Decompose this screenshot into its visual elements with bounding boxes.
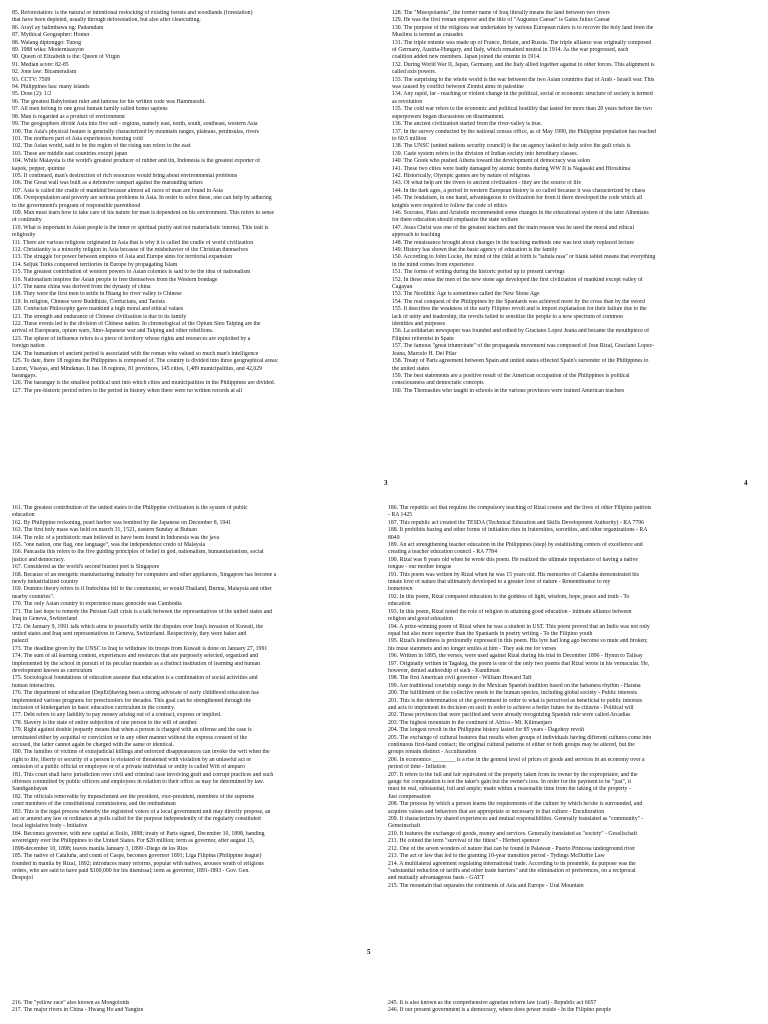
text-line: justice and democracy. [12,556,65,563]
text-line: 151. The forms of writing during the historic period up to present carvings [392,269,565,276]
text-line: sovereignty over the Philippines to the United States. For $20 million; term as governor, after august 13, [12,838,255,845]
text-line: 199. Are traditional courtship songs in the Mexican Spanish tradition based on the habanera rhythm - Harana [388,682,641,689]
text-line: Luzon, Visayas, and Mindanao. It has 18 regions, 81 provinces, 145 cities, 1,489 municipalities, and 42,029 [12,365,263,372]
text-line: 171. The last hope to remedy the Persian Gulf crisis is a talk between the representatives of the united states and [12,608,273,615]
text-line: 110. What is important to Asian people is the inner or spiritual purity and not materialistic interest. This trait is [12,224,269,231]
text-line: approach to teaching [392,232,441,239]
text-line: Jeana, Marcelo H. Del Pilar [392,350,457,357]
text-line: 189. An act strengthening teacher education in the Philippines (step) by establishing centers of excellence and [388,542,643,549]
text-line: 162. By Philippine reckoning, pearl harbor was bombed by the Japanese on December 8, 1941 [12,519,232,526]
text-line: 134. Any rapid, far - reaching or violent change in the political, social or economic structure of society is termed [392,91,653,98]
text-line: Gemeinschaft [388,823,421,830]
text-line: knights were required to follow the code of ethics [392,202,508,209]
text-line: as revolution [392,98,423,105]
text-line: 177. Debt refers to any liability to pay money arising out of a contract, express or implied. [12,712,222,719]
text-line: 192. In this poem, Rizal compared education to the goddess of light, wisdom, hope, peace and truth - To [388,593,630,600]
text-line: 188. It prohibits hazing and other forms of initiation rites in fraternities, sororities, and other organizations - RA [388,527,648,534]
text-line: 117. The name china was derived from the dynasty of china [12,284,151,291]
text-line: 179. Right against double jeopardy means that when a person is charged with an offense and the case is [12,727,252,734]
text-line: Filipino reformist in Spain [392,335,454,342]
text-line: innate love of nature that ultimately developed to a greater love of nature - Remembrance to my [388,579,611,586]
text-line: right to life, liberty or security of a person is violated or threatened with violation by an unlawful act or [12,756,252,763]
text-line: 120. Confucian Philosophy gave mankind a high moral and ethical values [12,306,184,313]
text-line: superpowers began discussions on disarmament. [392,113,505,120]
page-footer-snippet [0,998,768,1024]
text-line: 118. They were the first men to settle in Huang ho river valley is Chinese [12,291,182,298]
text-line: 104. While Malaysia is the world's greatest producer of rubber and tin, Indonesia is the greatest exporter of [12,158,261,165]
text-line: implemented by the school in pursuit of its peculiar mandate as a distinct institution of learning and human [12,660,261,667]
text-line: local legislative body - Initiative [12,823,88,830]
text-line: 90. Queen of Elizabeth is the: Queen of Virgin [12,54,120,61]
text-line: 157. The famous "great triumvirate" of the propaganda movement was composed of Jose Rizal, Graciano Lopez- [392,343,655,350]
text-line: 89. 1988 wika: Modernisasyon [12,47,84,54]
text-line: 109. Man must learn how to take care of his nature for man is dependent on his environment. This refers to sense [12,209,275,216]
text-line: lack of unity and leadership, the revolts failed to sensitize the people to a new spectrum of common [392,313,623,320]
text-line: must be real, substantial, full and ample; made within a reasonable time from the taking of the property - [388,786,631,793]
text-line: 130. The purpose of the religious war undertaken by various European rulers is to recover the holy land from the [392,24,654,31]
text-line: identities and purposes [392,321,446,328]
text-line: 204. The longest revolt in the Philippine history lasted for 85 years - Dagohoy revolt [388,727,585,734]
text-line: 121. The strength and endurance of Chinese civilization is due to its family [12,313,187,320]
text-line: palazzi [12,638,29,645]
text-line: called axis powers. [392,69,437,76]
text-line: 114. Seljuk Turks conquered territories in Europe by propagating Islam [12,261,178,268]
text-line: 196. Written in 1895, the verses, were used against Rizal during his trial in December 1896 - Hymn to Talisay [388,653,643,660]
text-line: coalition added new members. Japan joined the entente in 1914. [392,54,541,61]
text-line: 100. The Asia's physical feature is generally characterized by mountain ranges, plateaus, peninsulas, rivers [12,128,260,135]
text-line: 123. The sphere of influence refers to a piece of territory whose rights and resources are exploited by a [12,335,251,342]
text-line: 129. He was the first roman emperor and the title of "Augustus Caesar" is Gaius Julius Caesar [392,17,611,24]
text-line: 190. Rizal was 8 years old when he wrote this poem. He realized the ultimate importance of having a native [388,556,638,563]
text-line: 208. The process by which a person learns the requirements of the culture by which he/she is surrounded, and [388,801,643,808]
text-line: 211. He coined the term "survival of the fittest" - Herbert spencer [388,838,540,845]
text-line: 197. Originally written in Tagalog, the poem is one of the only two poems that Rizal wrote in his vernacular. He, [388,660,650,667]
text-line: 91. Median score: 82-85 [12,61,69,68]
text-line: 92. Jone law: Bicameralism [12,69,77,76]
text-line: 113. The struggle for power between empires of Asia and Europe aims for territorial expansion [12,254,233,261]
text-line: 183. This is the legal process whereby the registered voters of a local government unit may directly propose, an [12,808,271,815]
text-line: 161. The greatest contribution of the united states to the Philippine civilization is the system of public [12,505,248,511]
text-line: continuous first-hand contact; the original cultural patterns of either or both groups may be altered, but the [388,742,635,748]
text-line: 201. This is the determination of the government in order to what is perceived as beneficial to public interests [388,697,643,704]
text-line: 187. This republic act created the TESDA (Technical Education and Skills Development Authority) - RA 7796 [388,519,644,526]
text-line: 8049 [388,534,400,541]
text-line: religion and good education [388,616,453,623]
text-line: equal but also more superior than the Spaniards in poetry writing - To the Filipino youth [388,630,593,637]
text-line: 184. Becomes governor, with new capital at Iloilo, 1898; treaty of Paris signed, December 10, 1898, handing [12,830,265,837]
column-right-page-5 [388,505,756,937]
text-line: 182. The officials removable by impeachment are the president, vice-president, members of the supreme [12,793,255,800]
text-line: 193. In this poem, Rizal noted the role of religion in attaining good education - intimate alliance between [388,608,632,615]
text-line: 98. Man is regarded as a product of environment [12,113,125,120]
text-line: 150. According to John Locke, the mind of the child at birth is "tabula rasa" or blank tablet means that everything [392,254,656,261]
text-line: 126. The barangay is the smallest political unit into which cities and municipalities in the Philippines are divided. [12,380,276,387]
text-line: 203. The highest mountain in the continent of Africa - Mt. Kilimanjaro [388,719,553,726]
text-line: 178. Slavery is the state of entire subjection of one person to the will of another. [12,719,198,726]
text-line: newly industrialized country [12,579,79,586]
text-line: of continuity [12,217,42,224]
text-line: 135. The cold war refers to the economic and political hostility that lasted for more than 20 years before the two [392,106,652,113]
text-line: 212. One of the seven wonders of nature that can be found in Palawan - Puerto Princesa underground river [388,845,635,852]
text-line: 181. This court shall have jurisdiction over civil and criminal case involving graft and corrupt practices and such [12,771,274,778]
text-line: 96. The greatest Babylonian ruler and famous for his written code was Hammurabi. [12,98,206,105]
text-line: and mutually advantageous basis - GATT [388,875,485,882]
text-line: 152. In these areas the men of the new stone age developed the first civilization of mankind except valley of [392,276,643,283]
text-line: creating a teacher education council - RA 7784 [388,549,497,556]
text-line: 142. Historically, Olympic games are by nature of religious [392,172,530,179]
text-line: 191. This poem was written by Rizal when he was 15 years old. His memories of Calamba demonstrated his [388,571,640,578]
text-line: 158. Treaty of Paris agreement between Spain and united states effected Spain's surrender of the Philippines to [392,358,649,365]
text-line: - RA 1425 [388,512,413,519]
text-line: 132. During World War II, Japan, Germany, and the Italy allied together against to other forces. This alignment is [392,61,655,68]
text-line: 165. "one nation, one flag, one language", was the independence credo of Malaysia [12,542,206,549]
footer-column-left [12,1000,382,1022]
text-line: however, denied authorship of such - Kundiman [388,667,500,674]
text-line: 170. The only Asian country to experience mass genocide was Cambodia [12,601,182,608]
text-line: 164. The relic of a prehistoric man believed to have been found in Indonesia was the java [12,534,220,541]
text-line: 86. Arayl ay halimbawa ng: Padamdam [12,24,104,31]
text-line: 186. The republic act that requires the compulsory teaching of Rizal course and the lives of other Filipino patriots [388,505,652,511]
column-left-page-5 [12,505,382,937]
page-bottom-spread [0,500,768,975]
text-line: 108. Overpopulation and poverty are serious problems in Asia. In order to solve these, one can help by adhering [12,195,272,202]
text-line: 194. A prize-winning poem of Rizal when he was a student in UST. This poem proved that an Indio was not only [388,623,650,630]
text-line: 180. The families of victims of extrajudicial killings and enforced disappearances can invoke the writ when the [12,749,270,756]
text-line: court members of the constitutional commissions, and the ombudsman [12,801,176,808]
text-line: 175. Sociological foundations of education assume that education is a combination of social activities and [12,675,258,682]
text-line: 246. If our present government is a democracy, where does power reside - In the Filipino people [388,1007,612,1014]
text-line: Cagayan [392,284,413,291]
text-line: 133. The surprising to the whole world is the war between the two Asian countries that of Arab - Israeli war. This [392,76,655,83]
text-line: his muse stammers and no longer smiles at him - They ask me for verses [388,645,557,652]
text-line: 95. Dose (2): 1/2 [12,91,52,98]
page-number-5: 5 [367,948,371,956]
text-line: 106. The Great wall was built as a defensive rampart against the marauding tartars [12,180,203,187]
text-line: 215. The mountain that separates the continents of Asia and Europe - Ural Mountain [388,882,584,889]
text-line: 214. A multilateral agreement regulating international trade. According to its preamble, its purpose was the [388,860,636,867]
text-line: act or amend any law or ordinance at polls called for the purpose independently of the regularly constituted [12,816,261,823]
text-line: consciousness and democratic concepts [392,380,484,387]
text-line: 139. Caste system refers to the division of Indian society into hereditary classes. [392,150,579,157]
text-line: 185. The native of Cataluña, and count of Caspe, becomes governor 1891; Liga Filipina (Philippine league) [12,853,262,860]
text-line: education [12,512,35,519]
text-line: united states and Iraq sent representatives to Geneva, Switzerland. Respectively, they were baker and [12,630,247,637]
text-line: 145. The feudalism, in one hand, advantageous to civilization for from it there developed the code which all [392,195,643,202]
text-line: 124. The humanism of ancient period is associated with the roman who valued so much man's intelligence [12,350,259,357]
text-line: religiosity [12,232,36,239]
text-line: 148. The renaissance brought about changes in the teaching methods one was text study replaced lecture [392,239,634,246]
text-line: 168. Because of an energetic manufacturing industry for computers and other appliances, Singapore has become a [12,571,277,578]
text-line: 88. Walang diptonggo: Tunog [12,39,81,46]
text-line: was caused by conflict between Zionist aims in palestine [392,84,524,91]
text-line: 174. The sum of all learning content, experiences and resources that are purposely selected, organized and [12,653,259,660]
footer-column-right [388,1000,756,1022]
text-line: 115. The greatest contribution of western powers to Asian colonies is said to be the idea of nationalism [12,269,251,276]
text-line: tongue - our mother tongue [388,564,452,571]
text-line: 85. Reforestation: is the natural or intentional restocking of existing forests and woodlands (forestation) [12,10,253,16]
text-line: foreign nation [12,343,45,350]
text-line: 156. La solidarian newspaper was founded and edited by Graciano Lopez Jeana and became the mouthpiece of [392,328,650,335]
text-line: 87. Mythical Geographer: Homer [12,32,90,39]
text-line: 198. The first American civil governor - William Howard Taft [388,675,532,682]
text-line: "substantial reduction of tariffs and other trade barriers" and the elimination of preferences, on a reciprocal [388,867,636,874]
text-line: 213. The act or law that led to the granting 10-year transition period - Tydings McDuffie Law [388,853,605,860]
text-line: Sandiganbayan [12,786,48,793]
column-left-page-3 [12,10,384,460]
text-line: 206. In economics ________ is a rise in the general level of prices of goods and services in an economy over a [388,756,645,763]
text-line: education [388,601,411,608]
text-line: 103. These are middle east countries except japan [12,150,128,157]
text-line: barangays. [12,372,37,379]
page-top-spread [0,0,768,492]
text-line: to 60.5 million [392,135,427,142]
text-line: 101. The northern part of Asia experiences freezing cold [12,135,143,142]
text-line: Just compensation [388,793,431,800]
text-line: 159. The best statements are a positive result of the American occupation of the Philippines is political [392,372,630,379]
text-line: development known as curriculum [12,667,93,674]
text-line: 153. The Neolithic Age is sometimes called the New Stone Age [392,291,540,298]
text-line: 140. The Greek who pushed Athens toward the development of democracy was solon [392,158,591,165]
text-line: 119. In religion, Chinese were Buddhists, Confucians, and Taoists [12,298,165,305]
text-line: 205. The exchange of cultural features that results when groups of individuals having different cultures come into [388,734,652,741]
text-line: 169. Domino theory refers to if Indochina fell to the communist, so would Thailand, Burma, Malaysia and other [12,586,272,593]
text-line: Iraq in Geneva, Switzerland [12,616,78,623]
text-line: 136. The ancient civilization started from the river-valley is true. [392,121,542,128]
page-number-3: 3 [384,479,388,487]
text-line: founded in manila by Rizal, 1892; introduces many reforms, popular with natives, arouses wrath of religious [12,860,264,867]
text-line: 131. The triple entente was made up of France, Britain, and Russia. The triple alliance was originally composed [392,39,652,46]
text-line: 105. If continued, man's destruction of rich resources would bring about environmental problems [12,172,238,179]
text-line: in the mind comes from experience [392,261,474,268]
text-line: 143. Of what help are the rivers to ancient civilization - they are the source of life [392,180,582,187]
text-line: 147. Jesus Christ was one of the greatest teachers and the main reason was he used the moral and ethical [392,224,635,231]
text-line: accused, the latter cannot again be charged with the same or identical. [12,742,174,748]
text-line: hometown [388,586,413,593]
text-line: 173. The deadline given by the UNSC to Iraq to withdraw its troops from Kuwait is done on January 27, 1991 [12,645,268,652]
text-line: kapok, pepper, quinine [12,165,65,172]
text-line: orders, who are said to have paid $100,000 for his dismissal; term as governor, 1891-1893 - Gov. Gen. [12,867,250,874]
text-line: 107. Asia is called the cradle of mankind because almost all races of man are found in Asia [12,187,223,194]
text-line: 166. Pancasila this refers to the five guiding principles of belief in god, nationalism, humanitarianism, social [12,549,264,556]
page-number-4: 4 [744,479,748,487]
text-line: 1898-december 10, 1898; leaves manila January 3, 1899 -Diego de los Rios [12,845,188,852]
text-line: omission of a public official or employee or of a private individual or entity is called Writ of amparo [12,764,245,771]
text-line: 94. Philippines has: many islands [12,84,90,91]
text-line: human interaction. [12,682,56,689]
text-line: gauge for computation is not the taker's gain but the owner's loss. In order for the payment to be "just", it [388,779,632,786]
text-line: 127. The pre-historic period refers to the period in history when there were no written records at all [12,387,243,394]
text-line: 160. The Thomasites who taught in schools in the various provinces were trained American teachers [392,387,625,394]
text-line: 122. These events led to the division of Chinese nation. In chronological of the Opium Sino Taiping are the [12,321,261,328]
text-line: inclusion of kindergarten in basic education curriculum in the country. [12,704,176,711]
text-line: 116. Nationalism inspires the Asian people to free themselves from the Western bondage [12,276,218,283]
text-line: 154. The real conquest of the Philippines by the Spaniards was achieved more by the cross than by the sword [392,298,645,305]
text-line: Despujol [12,875,33,882]
text-line: 93. CCTV: 7509 [12,76,51,83]
text-line: period of time - Inflation [388,764,446,771]
text-line: and acts to implement its decision on such in order to achieve a better future for its citizens - Political will [388,704,634,711]
text-line: 245. It is also known as the comprehensive agrarian reform law (carl) - Republic act 6657 [388,1000,597,1006]
text-line: 128. The "Mesopotamia", the former name of Iraq literally means the land between two rivers [392,10,610,16]
text-line: 137. In the survey conducted by the national census office, as of May 1990, the Philippine population has reached [392,128,657,135]
text-line: terminated either by acquittal or conviction or in any other manner without the express consent of the [12,734,248,741]
text-line: 200. The fulfillment of the collective needs to the human species, including global society - Public interests [388,690,638,697]
text-line: 97. All men belong to one great human family called homo sapiens [12,106,168,113]
text-line: arrival of Europeans, opium wars, Sino-Japanese war and Taiping and other rebellions. [12,328,214,335]
text-line: 172. On January 9, 1991 talk which aims to peacefully settle the disputes over Iraq's invasion of Kuwait, the [12,623,264,630]
text-line: 102. The Asian world, said to be the region of the rising sun refers to the east [12,143,191,150]
text-line: 163. The first holy mass was held on march 31, 1521, eastern Sunday at Butuan [12,527,197,534]
text-line: 176. The department of education (DepEd)having been a strong advocate of early childhood education has [12,690,259,697]
text-line: of Germany, Austria-Hungary, and Italy, which remained neutral in 1914. As the war progressed, each [392,47,629,54]
text-line: that have been depleted, usually through deforestation, but also after clearcutting. [12,17,201,24]
text-line: 138. The UNSC (united nations security council) is the un agency tasked to help solve the gulf crisis is [392,143,631,150]
text-line: acquires values and behaviors that are appropriate or necessary in that culture - Enculturation [388,808,605,815]
text-line: offenses committed by public officers and employees in relation to their office as may be determined by law. [12,779,265,786]
text-line: for them education should emphasize the state welfare [392,217,519,224]
text-line: nearby countries". [12,593,55,600]
text-line: 125. To date, there 18 regions the Philippines is composed of. The country is divided into three geographical areas: [12,358,279,365]
text-line: 146. Socrates, Plato and Aristotle recommended some changes in the educational system of the later Athenians [392,209,649,216]
text-line: 217. The major rivers in China - Hwang Ho and Yangtze [12,1007,144,1014]
text-line: 99. The geographers divide Asia into five sub - regions, namely east, north, south, southeast, western Asia [12,121,258,128]
text-line: 149. History has shown that the basic agency of education is the family [392,247,558,253]
text-line: 216. The "yellow race" also known as Mongoloids [12,1000,130,1006]
text-line: the united states [392,365,430,372]
text-line: implemented various programs for preschoolers for decades. This goal can be strengthened through the [12,697,252,704]
text-line: 210. It features the exchange of goods, money and services. Generally translated as "society" - Gesellschaft [388,830,638,837]
text-line: 111. There are various religions originated in Asia that is why it is called the cradle of world civilization [12,239,254,246]
text-line: 195. Rizal's loneliness is profoundly expressed in this poem. His lyre had long ago become so mute and broken; [388,638,648,645]
text-line: 112. Christianity is a minority religion in Asia because of the misbehavior of the Christian themselves [12,247,249,253]
text-line: to the government's program of responsible parenthood [12,202,141,209]
text-line: 167. Considered as the world's second busiest port is Singapore [12,564,160,571]
column-right-page-4 [392,10,756,460]
text-line: Muslims is termed as crusades [392,32,463,39]
text-line: 155. It describes the weakness of the early Filipino revolt and is import explanation for their failure due to the [392,306,647,313]
text-line: 209. It characterizes by shared experiences and mutual responsibilities. Generally translated as "community" - [388,816,644,823]
text-line: 207. It refers to the full and fair equivalent of the property taken from its owner by the expropriator, and the [388,771,638,778]
text-line: groups remain distinct - Acculturation [388,749,477,756]
text-line: 144. In the dark ages, a period in western European history is so called because it was characterized by chaos [392,187,646,194]
text-line: 202. Those provinces that were pacified and were already recognizing Spanish rule were called Arcadias [388,712,631,719]
text-line: 141. These two cities were badly damaged by atomic bombs during WW II is Nagasaki and Hiroshima [392,165,631,172]
